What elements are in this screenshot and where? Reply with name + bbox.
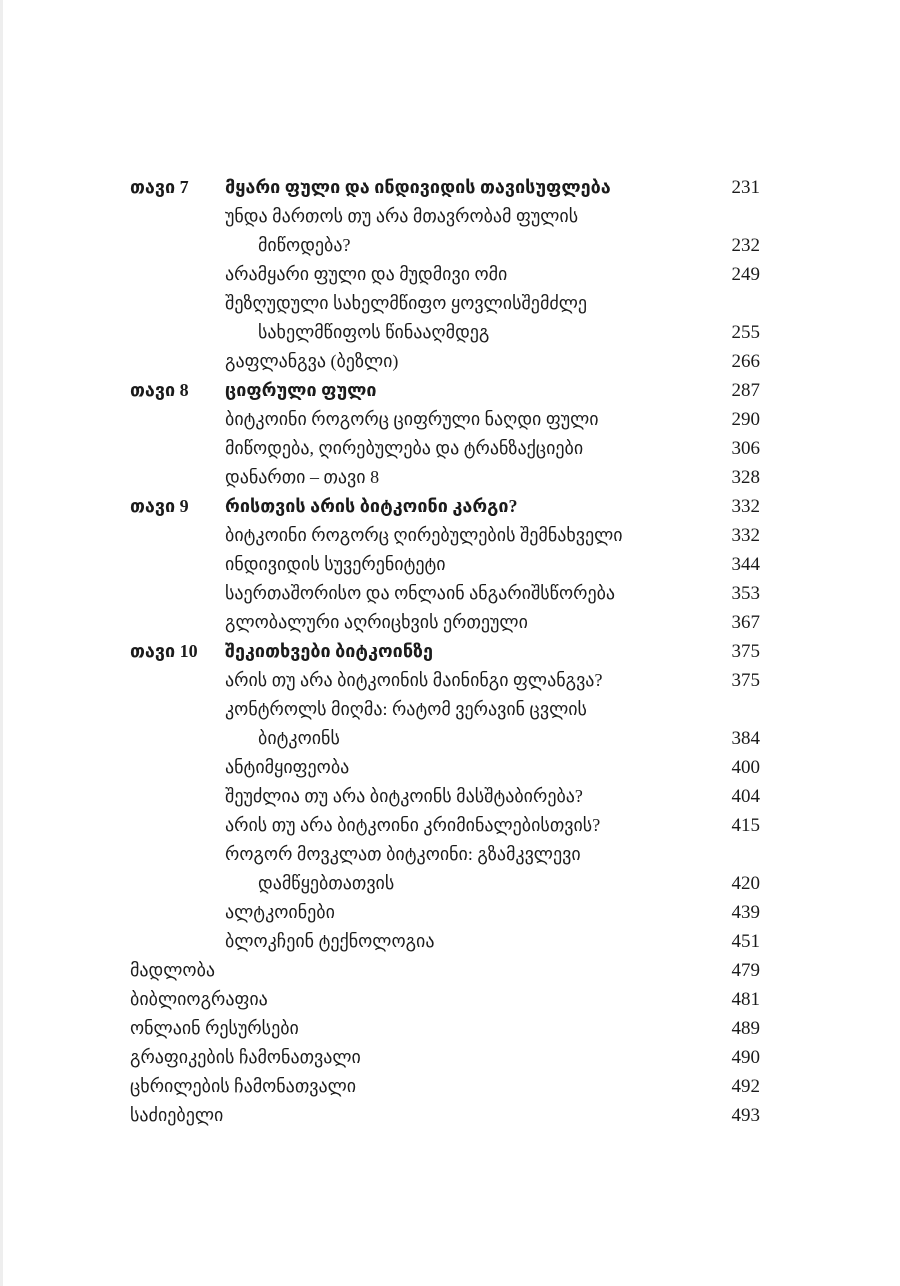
toc-section-row [130, 347, 760, 376]
toc-page-number: 344 [731, 554, 760, 575]
toc-chapter-row [130, 173, 760, 202]
toc-section-title: როგორ მოვკლათ ბიტკოინი: გზამკვლევი [225, 844, 581, 864]
toc-page-number: 489 [731, 1018, 760, 1039]
toc-page-number: 492 [731, 1076, 760, 1097]
toc-page-number: 404 [731, 786, 760, 807]
toc-back-matter-row [130, 956, 760, 985]
toc-chapter-label: თავი 10 [130, 641, 198, 661]
toc-section-row [130, 289, 760, 318]
toc-section-row [130, 927, 760, 956]
toc-page-number: 232 [731, 235, 760, 256]
toc-page-number: 367 [731, 612, 760, 633]
toc-section-row [130, 202, 760, 231]
toc-page-number: 439 [731, 902, 760, 923]
toc-page-number: 328 [731, 467, 760, 488]
toc-section-row [130, 840, 760, 869]
toc-section-title: დანართი – თავი 8 [225, 467, 380, 487]
toc-section-row [130, 811, 760, 840]
toc-section-row [130, 521, 760, 550]
toc-chapter-title: შეკითხვები ბიტკოინზე [225, 641, 433, 661]
toc-section-title: ბლოკჩეინ ტექნოლოგია [225, 931, 435, 951]
toc-section-title: შეზღუდული სახელმწიფო ყოვლისშემძლე [225, 293, 588, 313]
toc-section-title: ბიტკოინს [258, 728, 340, 748]
table-of-contents [130, 173, 760, 1130]
toc-chapter-label: თავი 8 [130, 380, 189, 400]
toc-page-number: 490 [731, 1047, 760, 1068]
toc-chapter-label: თავი 9 [130, 496, 189, 516]
toc-section-title: ბიტკოინი როგორც ღირებულების შემნახველი [225, 525, 623, 545]
toc-section-title: ანტიმყიფეობა [225, 757, 350, 777]
toc-page-number: 231 [731, 177, 760, 198]
toc-back-matter-title: მადლობა [130, 960, 216, 980]
toc-section-continuation-row [130, 724, 760, 753]
toc-page-number: 493 [731, 1105, 760, 1126]
toc-chapter-row [130, 637, 760, 666]
toc-page-number: 249 [731, 264, 760, 285]
toc-section-title: არამყარი ფული და მუდმივი ომი [225, 264, 508, 284]
toc-section-continuation-row [130, 318, 760, 347]
toc-chapter-title: მყარი ფული და ინდივიდის თავისუფლება [225, 177, 611, 197]
toc-back-matter-title: ცხრილების ჩამონათვალი [130, 1076, 357, 1096]
toc-page-number: 287 [731, 380, 760, 401]
toc-page-number: 415 [731, 815, 760, 836]
toc-section-row [130, 463, 760, 492]
toc-page-number: 290 [731, 409, 760, 430]
toc-section-row [130, 260, 760, 289]
toc-page-number: 255 [731, 322, 760, 343]
toc-chapter-title: რისთვის არის ბიტკოინი კარგი? [225, 496, 518, 516]
toc-section-title: არის თუ არა ბიტკოინის მაინინგი ფლანგვა? [225, 670, 603, 690]
toc-section-title: გაფლანგვა (ბეზლი) [225, 351, 399, 371]
toc-section-row [130, 579, 760, 608]
toc-section-title: კონტროლს მიღმა: რატომ ვერავინ ცვლის [225, 699, 587, 719]
toc-section-row [130, 753, 760, 782]
toc-section-continuation-row [130, 869, 760, 898]
toc-section-title: სახელმწიფოს წინააღმდეგ [258, 322, 490, 342]
toc-page-number: 332 [731, 525, 760, 546]
toc-section-title: არის თუ არა ბიტკოინი კრიმინალებისთვის? [225, 815, 601, 835]
toc-back-matter-title: საძიებელი [130, 1105, 224, 1125]
toc-page-number: 451 [731, 931, 760, 952]
toc-section-title: მიწოდება? [258, 235, 351, 255]
toc-section-title: მიწოდება, ღირებულება და ტრანზაქციები [225, 438, 584, 458]
toc-section-title: გლობალური აღრიცხვის ერთეული [225, 612, 528, 632]
toc-chapter-row [130, 492, 760, 521]
toc-section-row [130, 695, 760, 724]
toc-page-number: 375 [731, 641, 760, 662]
toc-section-row [130, 666, 760, 695]
toc-back-matter-row [130, 1072, 760, 1101]
toc-back-matter-row [130, 985, 760, 1014]
toc-page-number: 400 [731, 757, 760, 778]
toc-page-number: 266 [731, 351, 760, 372]
toc-back-matter-row [130, 1101, 760, 1130]
toc-page-number: 375 [731, 670, 760, 691]
toc-chapter-row [130, 376, 760, 405]
toc-page-number: 479 [731, 960, 760, 981]
toc-page-number: 332 [731, 496, 760, 517]
toc-page-number: 353 [731, 583, 760, 604]
toc-page-number: 420 [731, 873, 760, 894]
toc-section-title: უნდა მართოს თუ არა მთავრობამ ფულის [225, 206, 579, 226]
toc-section-row [130, 782, 760, 811]
toc-section-title: ინდივიდის სუვერენიტეტი [225, 554, 446, 574]
toc-page-number: 384 [731, 728, 760, 749]
toc-section-title: ალტკოინები [225, 902, 335, 922]
toc-back-matter-title: გრაფიკების ჩამონათვალი [130, 1047, 361, 1067]
toc-section-row [130, 608, 760, 637]
toc-section-title: შეუძლია თუ არა ბიტკოინს მასშტაბირება? [225, 786, 583, 806]
toc-chapter-title: ციფრული ფული [225, 380, 377, 400]
toc-section-row [130, 898, 760, 927]
toc-section-title: დამწყებთათვის [258, 873, 395, 893]
toc-section-title: ბიტკოინი როგორც ციფრული ნაღდი ფული [225, 409, 599, 429]
toc-page-number: 306 [731, 438, 760, 459]
toc-back-matter-title: ონლაინ რესურსები [130, 1018, 299, 1038]
toc-section-row [130, 434, 760, 463]
toc-section-row [130, 405, 760, 434]
toc-section-row [130, 550, 760, 579]
toc-back-matter-title: ბიბლიოგრაფია [130, 989, 268, 1009]
toc-back-matter-row [130, 1043, 760, 1072]
toc-page-number: 481 [731, 989, 760, 1010]
toc-back-matter-row [130, 1014, 760, 1043]
toc-section-title: საერთაშორისო და ონლაინ ანგარიშსწორება [225, 583, 616, 603]
toc-section-continuation-row [130, 231, 760, 260]
toc-chapter-label: თავი 7 [130, 177, 189, 197]
